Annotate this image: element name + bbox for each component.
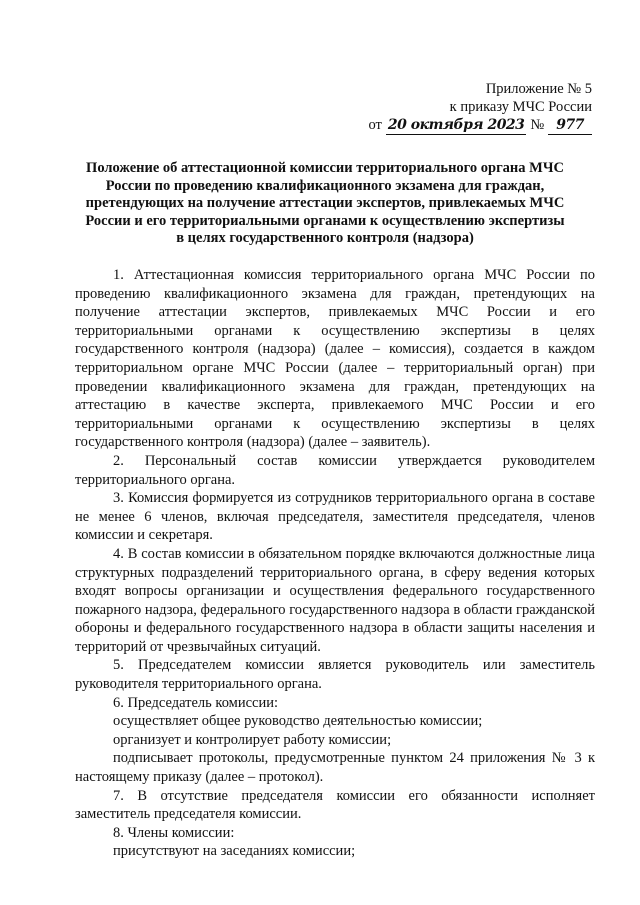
paragraph-8: 8. Члены комиссии: <box>113 824 235 841</box>
paragraph-6-item-1: осуществляет общее руководство деятельностью комиссии; <box>113 713 483 730</box>
appendix-label: Приложение № 5 <box>485 81 592 97</box>
order-date-number <box>369 116 593 135</box>
paragraph-4: 4. В состав комиссии в обязательном порядке включаются должностные лица структурных подразделений территориального органа, в сферу ведения которых входят вопросы организации и осуществления федерального государственного пожарного надзора, федерального государственного надзора в области гражданской обороны и федерального государственного надзора в области защиты населения и территорий от чрезвычайных ситуаций. <box>75 545 595 655</box>
paragraph-6-item-2: организует и контролирует работу комиссии; <box>113 731 392 748</box>
document-title: Положение об аттестационной комиссии территориального органа МЧС России по проведению квалификационного экзамена для граждан, претендующих на получение аттестации экспертов, привлекаемых МЧС России и его территориальными органами к осуществлению экспертизы в целях государственного контроля (надзора) <box>85 160 565 246</box>
paragraph-1: 1. Аттестационная комиссия территориального органа МЧС России по проведению квалификационного экзамена для граждан, претендующих на получение аттестации экспертов, привлекаемых МЧС России и его территориальными органами к осуществлению экспертизы в целях государственного контроля (надзора) (далее – комиссия), создается в каждом территориальном органе МЧС России (далее – территориальный орган) при проведении квалификационного экзамена для граждан, претендующих на аттестацию в качестве эксперта, привлекаемого МЧС России и его территориальными органами к осуществлению экспертизы в целях государственного контроля (надзора) (далее – заявитель). <box>75 267 595 451</box>
date-prefix: от <box>368 117 382 133</box>
paragraph-3: 3. Комиссия формируется из сотрудников территориального органа в составе не менее 6 членов, включая председателя, заместителя председателя, членов комиссии и секретаря. <box>75 490 595 544</box>
paragraph-6-item-3: подписывает протоколы, предусмотренные пунктом 24 приложения № 3 к настоящему приказу (далее – протокол). <box>75 750 595 786</box>
number-prefix: № <box>530 117 545 133</box>
paragraph-5: 5. Председателем комиссии является руководитель или заместитель руководителя территориального органа. <box>75 657 595 693</box>
paragraph-2: 2. Персональный состав комиссии утверждается руководителем территориального органа. <box>75 452 595 488</box>
paragraph-6: 6. Председатель комиссии: <box>113 694 279 711</box>
handwritten-date: 20 октября 2023 <box>387 117 525 133</box>
appendix-header <box>369 80 593 135</box>
handwritten-number: 977 <box>548 116 592 135</box>
paragraph-8-item-1: присутствуют на заседаниях комиссии; <box>113 843 356 860</box>
document-body <box>75 266 595 861</box>
paragraph-7: 7. В отсутствие председателя комиссии его обязанности исполняет заместитель председателя комиссии. <box>75 787 595 823</box>
order-reference: к приказу МЧС России <box>449 99 592 115</box>
